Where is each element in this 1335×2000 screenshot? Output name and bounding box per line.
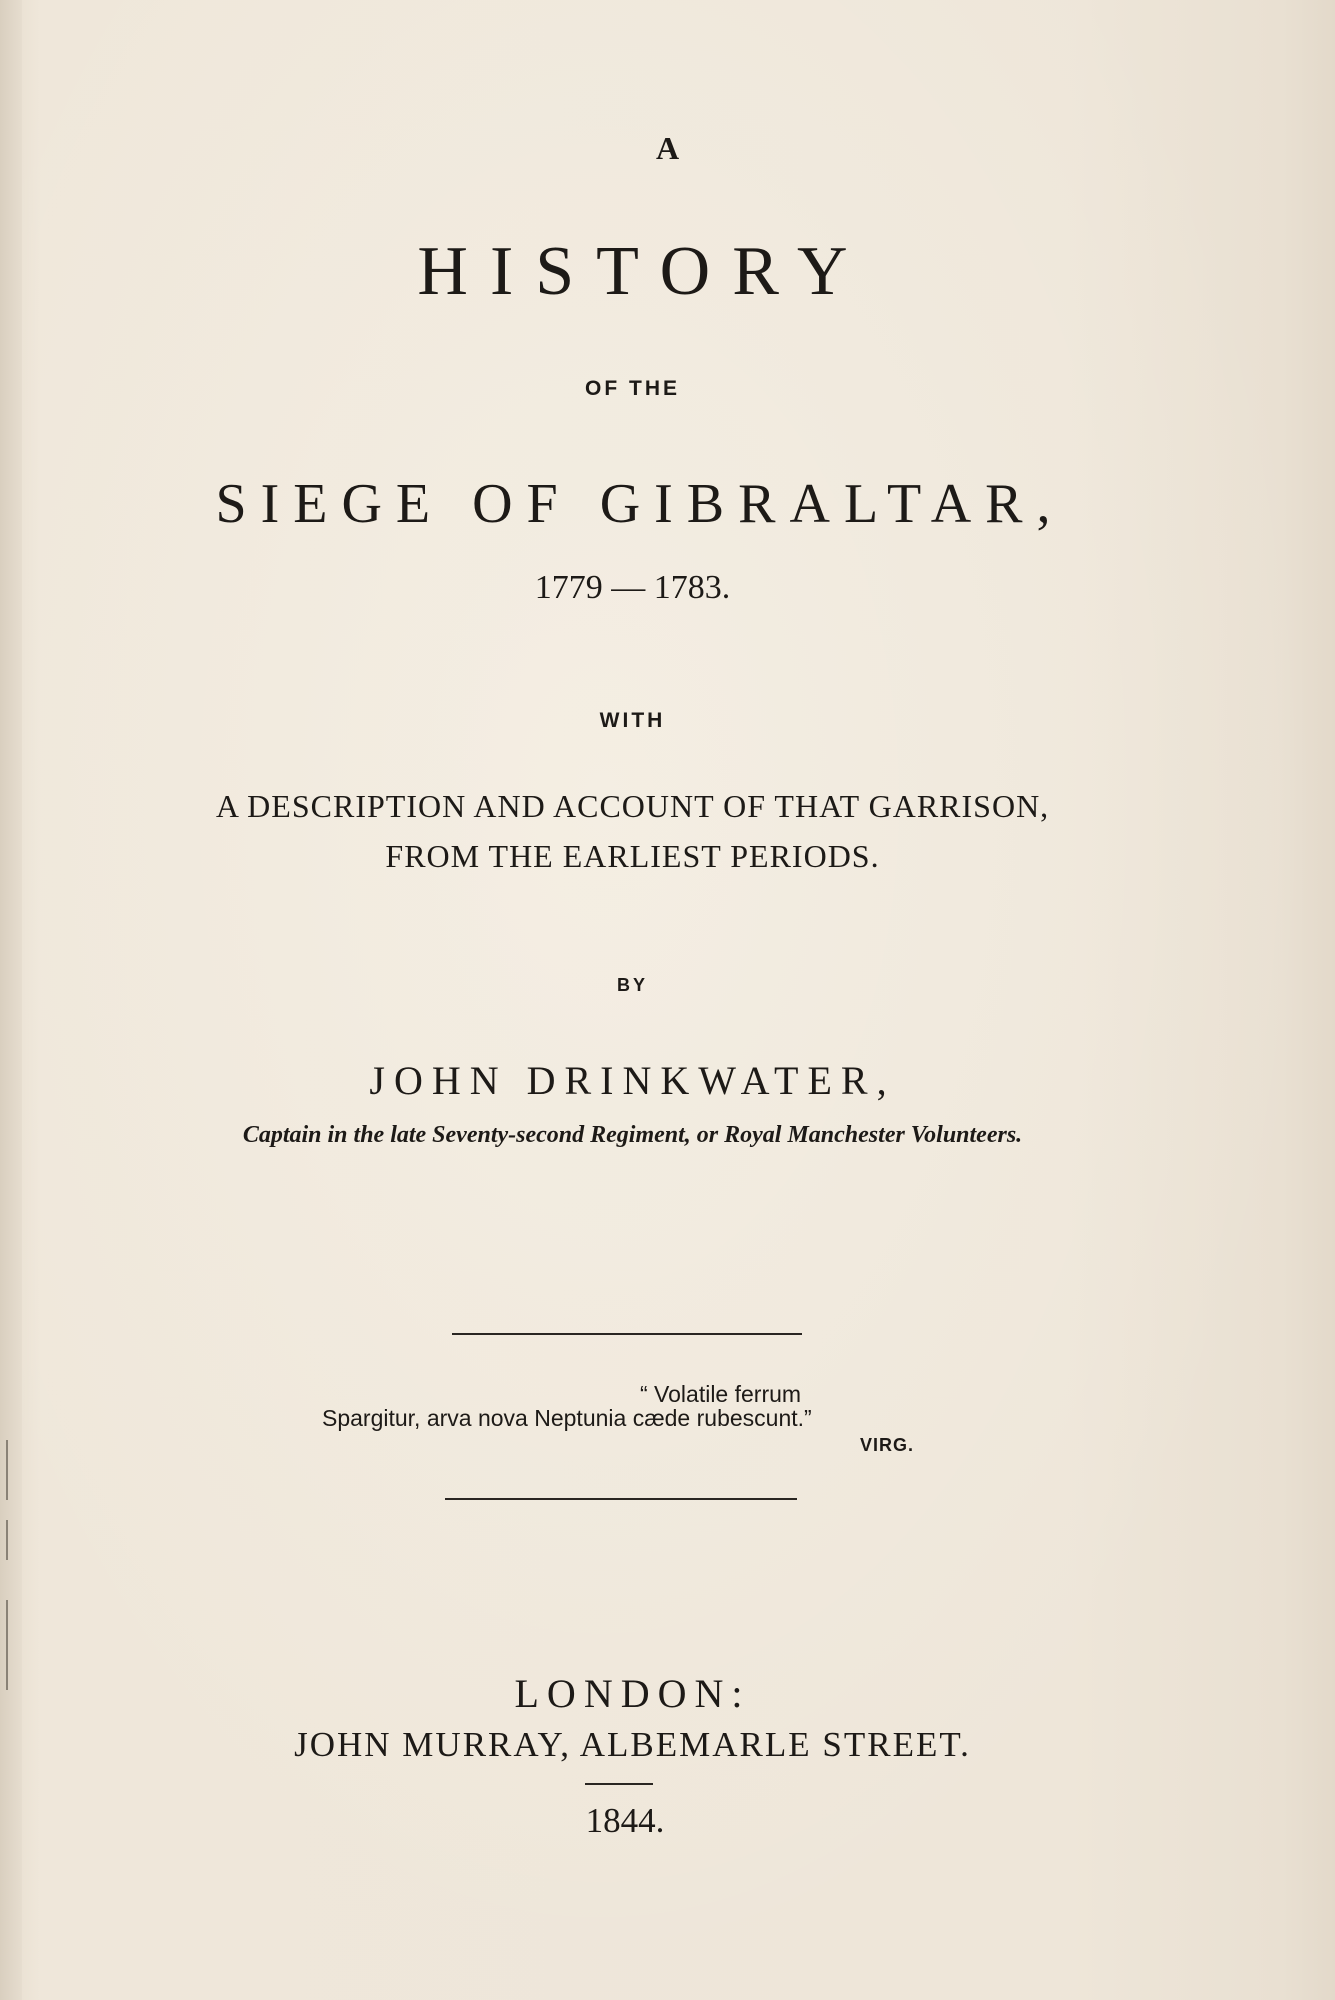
lower-rule (445, 1498, 797, 1500)
publication-year: 1844. (585, 1801, 665, 1840)
dates: 1779 — 1783. (534, 569, 731, 606)
epigraph-attribution: VIRG. (860, 1435, 915, 1455)
gutter-mark (6, 1440, 8, 1500)
gutter-mark (6, 1520, 8, 1560)
publisher: JOHN MURRAY, ALBEMARLE STREET. (294, 1725, 971, 1764)
subject-title: SIEGE OF GIBRALTAR, (215, 473, 1065, 535)
epigraph-line-2: Spargitur, arva nova Neptunia cæde rubescunt.” (322, 1405, 812, 1431)
upper-rule (452, 1333, 802, 1335)
by-label: BY (616, 975, 648, 995)
author-name: JOHN DRINKWATER, (369, 1058, 896, 1103)
publication-place: LONDON: (514, 1671, 751, 1716)
epigraph-line-1: “ Volatile ferrum (640, 1381, 802, 1407)
of-the-label: OF THE (585, 377, 680, 400)
description-line-1: A DESCRIPTION AND ACCOUNT OF THAT GARRISON, (215, 788, 1050, 824)
main-title: HISTORY (417, 233, 870, 310)
author-title: Captain in the late Seventy-second Regiment, or Royal Manchester Volunteers. (242, 1122, 1023, 1148)
short-rule (585, 1783, 653, 1785)
with-label: WITH (599, 709, 666, 732)
description-line-2: FROM THE EARLIEST PERIODS. (385, 838, 880, 874)
title-article: A (655, 130, 680, 166)
